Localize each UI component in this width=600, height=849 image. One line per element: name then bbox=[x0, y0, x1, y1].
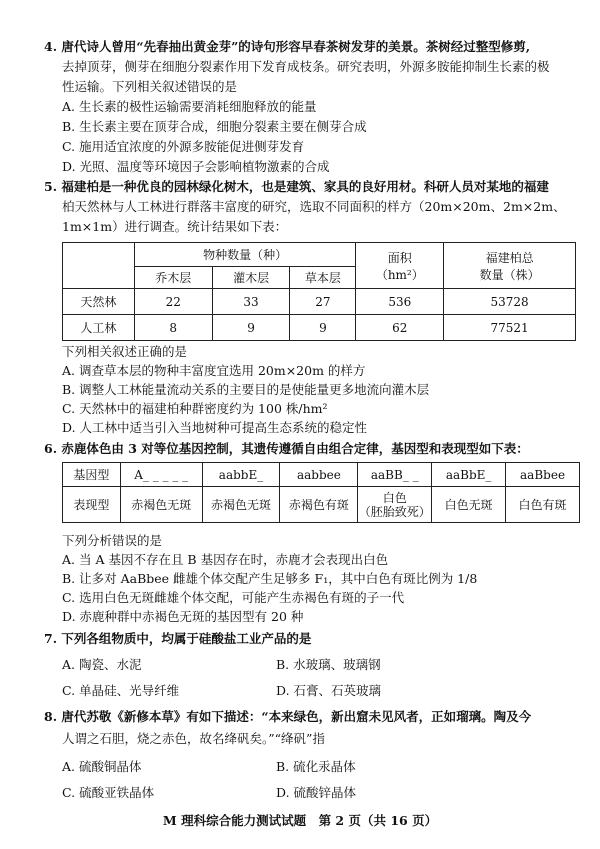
q5-table bbox=[62, 242, 576, 341]
q6-option-d: D. 赤鹿种群中赤褐色无斑的基因型有 20 种 bbox=[62, 609, 304, 624]
q8-option-a: A. 硫酸铜晶体 bbox=[62, 759, 142, 774]
q6-table bbox=[62, 462, 580, 523]
q5-header-herb: 草本层 bbox=[290, 267, 356, 289]
q6-stem: 6. 赤鹿体色由 3 对等位基因控制，其遗传遵循自由组合定律，基因型和表现型如下表： bbox=[44, 441, 529, 456]
q7-option-d: D. 石膏、石英玻璃 bbox=[276, 683, 382, 698]
q5-question: 下列相关叙述正确的是 bbox=[62, 344, 188, 359]
q4-stem-line1: 4. 唐代诗人曾用“先春抽出黄金芽”的诗句形容早春茶树发芽的美景。茶树经过整型修剪, bbox=[44, 39, 531, 54]
q5-header-count: 福建柏总 数量（株） bbox=[444, 243, 576, 289]
q6-lethal-cell: 白色 （胚胎致死） bbox=[358, 487, 432, 523]
q5-header-area: 面积 （hm²） bbox=[356, 243, 444, 289]
q5-table-corner bbox=[63, 243, 135, 289]
q7-stem: 7. 下列各组物质中，均属于硅酸盐工业产品的是 bbox=[44, 631, 312, 646]
q6-phenotype-row: 表现型 赤褐色无斑 赤褐色无斑 赤褐色有斑 白色 （胚胎致死） 白色无斑 白色有斑 bbox=[63, 487, 580, 523]
q4-option-d: D. 光照、温度等环境因子会影响植物激素的合成 bbox=[62, 159, 330, 174]
table-row: 人工林 8 9 9 62 77521 bbox=[63, 315, 576, 341]
q6-option-b: B. 让多对 AaBbee 雌雄个体交配产生足够多 F₁，其中白色有斑比例为 1/8 bbox=[62, 571, 478, 586]
q6-option-c: C. 选用白色无斑雌雄个体交配，可能产生赤褐色有斑的子一代 bbox=[62, 590, 405, 605]
q5-header-species: 物种数量（种） bbox=[134, 243, 356, 267]
q5-stem-line3: 1m×1m）进行调查。统计结果如下表： bbox=[62, 219, 288, 234]
q8-stem-line1: 8. 唐代苏敬《新修本草》有如下描述：“本来绿色，新出窟未见风者，正如瑠璃。陶及今 bbox=[44, 709, 532, 724]
table-row: 天然林 22 33 27 536 53728 bbox=[63, 289, 576, 315]
q8-stem-line2: 人谓之石胆，烧之赤色，故名绛矾矣。”“绛矾”指 bbox=[62, 731, 325, 746]
q4-option-b: B. 生长素主要在顶芽合成，细胞分裂素主要在侧芽合成 bbox=[62, 119, 367, 134]
q7-option-b: B. 水玻璃、玻璃钢 bbox=[276, 657, 381, 672]
q6-option-a: A. 当 A 基因不存在且 B 基因存在时，赤鹿才会表现出白色 bbox=[62, 552, 389, 567]
q5-option-d: D. 人工林中适当引入当地树种可提高生态系统的稳定性 bbox=[62, 420, 368, 435]
q5-header-shrub: 灌木层 bbox=[212, 267, 290, 289]
q5-option-c: C. 天然林中的福建柏种群密度约为 100 株/hm² bbox=[62, 401, 328, 416]
q8-option-c: C. 硫酸亚铁晶体 bbox=[62, 785, 155, 800]
q4-option-a: A. 生长素的极性运输需要消耗细胞释放的能量 bbox=[62, 99, 317, 114]
q6-question: 下列分析错误的是 bbox=[62, 533, 163, 548]
q5-header-tree: 乔木层 bbox=[134, 267, 212, 289]
q4-option-c: C. 施用适宜浓度的外源多胺能促进侧芽发育 bbox=[62, 139, 305, 154]
q5-stem-line1: 5. 福建柏是一种优良的园林绿化树木，也是建筑、家具的良好用材。科研人员对某地的福建 bbox=[44, 179, 549, 194]
q8-option-b: B. 硫化汞晶体 bbox=[276, 759, 356, 774]
q4-stem-line3: 性运输。下列相关叙述错误的是 bbox=[62, 79, 238, 94]
q5-option-b: B. 调整人工林能量流动关系的主要目的是使能量更多地流向灌木层 bbox=[62, 382, 430, 397]
q8-option-d: D. 硫酸锌晶体 bbox=[276, 785, 357, 800]
page-footer: M 理科综合能力测试试题 第 2 页（共 16 页） bbox=[162, 813, 438, 828]
q7-option-c: C. 单晶硅、光导纤维 bbox=[62, 683, 180, 698]
q7-option-a: A. 陶瓷、水泥 bbox=[62, 657, 142, 672]
q5-option-a: A. 调查草本层的物种丰富度宜选用 20m×20m 的样方 bbox=[62, 363, 366, 378]
q4-stem-line2: 去掉顶芽，侧芽在细胞分裂素作用下发育成枝条。研究表明，外源多胺能抑制生长素的极 bbox=[62, 59, 550, 74]
q6-genotype-row: 基因型 A_ _ _ _ _ aabbE_ aabbee aaBB_ _ aaBbE_ aaBbee bbox=[63, 463, 580, 487]
q5-stem-line2: 柏天然林与人工林进行群落丰富度的研究，选取不同面积的样方（20m×20m、2m×2m、 bbox=[62, 199, 566, 214]
